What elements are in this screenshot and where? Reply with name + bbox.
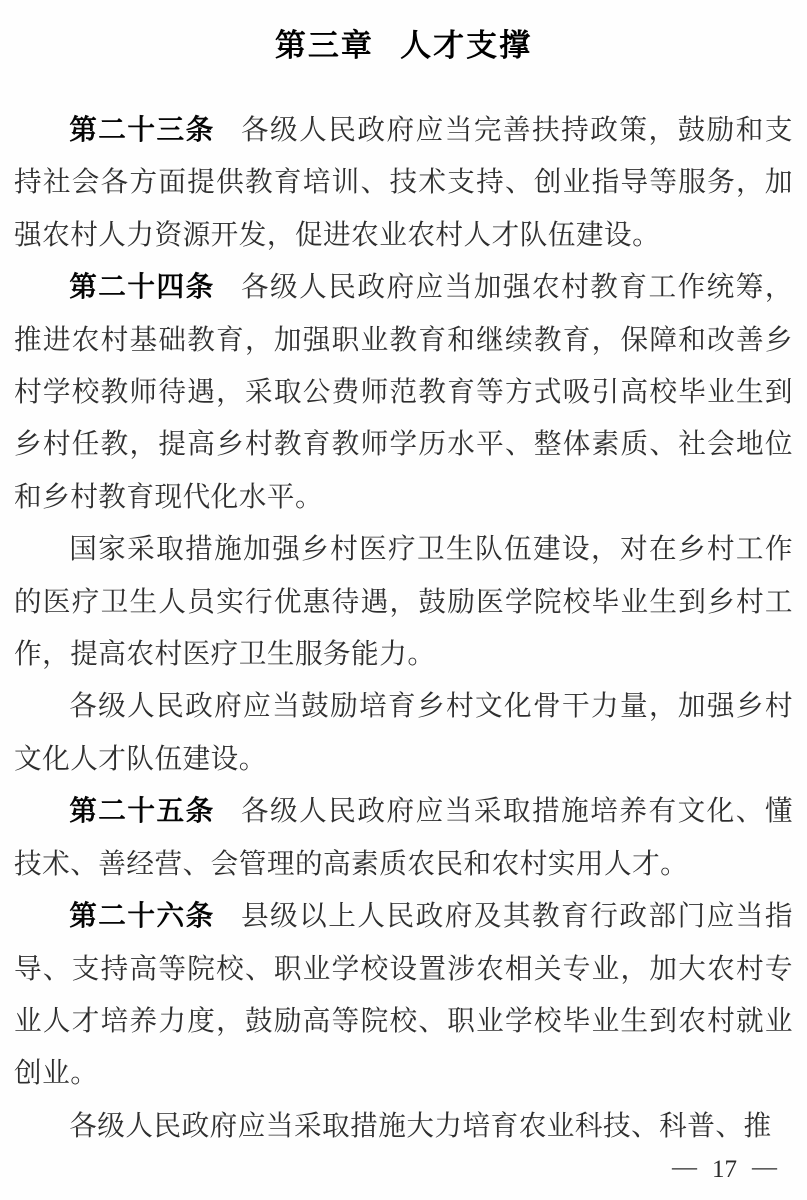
page-number: 17 (712, 1156, 737, 1183)
article-24-text: 各级人民政府应当加强农村教育工作统筹，推进农村基础教育，加强职业教育和继续教育，保障和改善乡村学校教师待遇，采取公费师范教育等方式吸引高校毕业生到乡村任教，提高乡村教育教师学历水平、整体素质、社会地位和乡村教育现代化水平。 (14, 271, 793, 512)
article-25-text: 各级人民政府应当采取措施培养有文化、懂技术、善经营、会管理的高素质农民和农村实用人才。 (14, 795, 793, 879)
article-23-paragraph-1 (14, 104, 793, 261)
article-26-text: 县级以上人民政府及其教育行政部门应当指导、支持高等院校、职业学校设置涉农相关专业，加大农村专业人才培养力度，鼓励高等院校、职业学校毕业生到农村就业创业。 (14, 900, 793, 1089)
page-content (0, 25, 807, 1152)
footer-right-dash: — (752, 1154, 777, 1181)
article-26-paragraph-2: 各级人民政府应当采取措施大力培育农业科技、科普、推 (69, 1109, 772, 1141)
chapter-title: 人才支撑 (400, 28, 533, 63)
article-24-term: 第二十四条 (69, 271, 215, 303)
article-26-paragraph-1 (14, 890, 793, 1100)
article-24-paragraph-3: 各级人民政府应当鼓励培育乡村文化骨干力量，加强乡村文化人才队伍建设。 (14, 690, 793, 774)
article-23-text: 各级人民政府应当完善扶持政策，鼓励和支持社会各方面提供教育培训、技术支持、创业指导等服务，加强农村人力资源开发，促进农业农村人才队伍建设。 (14, 114, 793, 250)
footer-left-dash: — (672, 1154, 697, 1181)
article-23-term: 第二十三条 (69, 114, 215, 145)
chapter-heading (14, 25, 793, 67)
article-26-term: 第二十六条 (69, 900, 215, 932)
article-24-paragraph-1 (14, 261, 793, 523)
article-25-paragraph-1 (14, 785, 793, 890)
article-24-paragraph-2: 国家采取措施加强乡村医疗卫生队伍建设，对在乡村工作的医疗卫生人员实行优惠待遇，鼓励医学院校毕业生到乡村工作，提高农村医疗卫生服务能力。 (14, 533, 793, 670)
article-25-term: 第二十五条 (69, 795, 215, 827)
chapter-label: 第三章 (274, 28, 374, 63)
page-footer (672, 1156, 777, 1184)
